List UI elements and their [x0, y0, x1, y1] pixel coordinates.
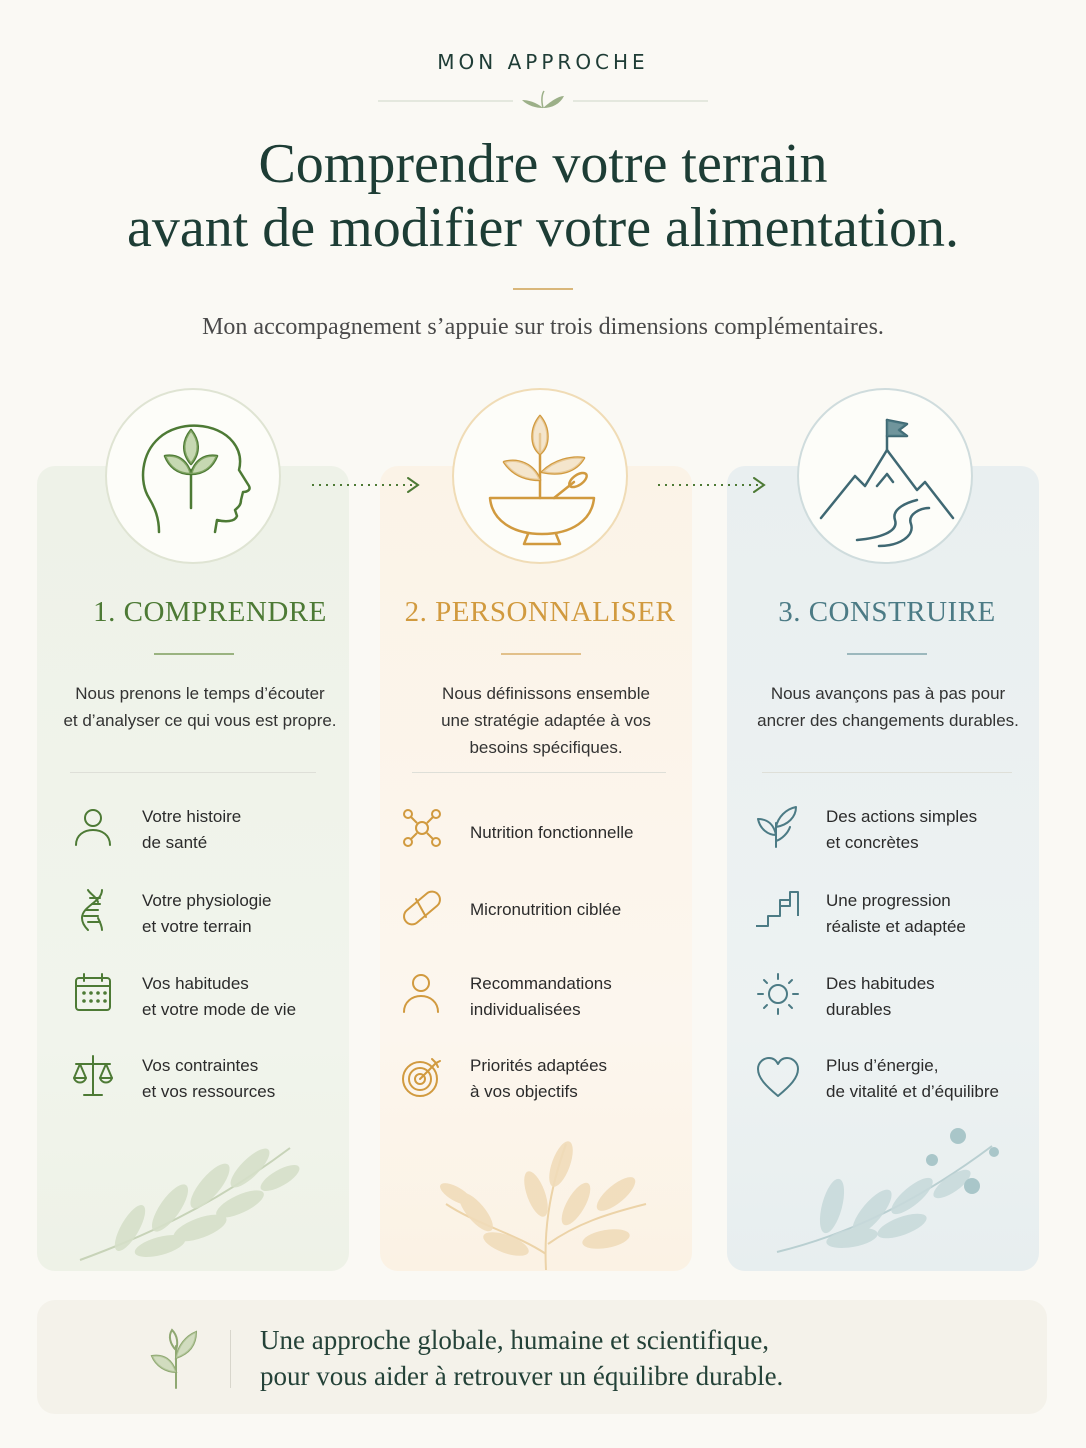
column-description [735, 680, 1041, 734]
mountain-flag-icon [799, 390, 975, 566]
description-line: ancrer des changements durables. [757, 711, 1019, 730]
person-icon [400, 972, 444, 1016]
bowl-with-plant-icon [454, 390, 630, 566]
title-divider [513, 288, 573, 290]
description-line: et d’analyser ce qui vous est propre. [63, 711, 337, 730]
list-item [756, 1056, 1036, 1116]
item-label: Des habitudes [826, 974, 935, 993]
page-subtitle: Mon accompagnement s’appuie sur trois dimensions complémentaires. [202, 314, 884, 340]
item-label: Votre physiologie [142, 891, 272, 910]
item-label: et concrètes [826, 833, 919, 852]
target-icon [400, 1055, 444, 1099]
item-label: Des actions simples [826, 807, 978, 826]
calendar-icon [72, 972, 116, 1016]
list-item [72, 1054, 352, 1114]
list-item [400, 887, 680, 947]
list-item [756, 888, 1036, 948]
list-item [72, 972, 352, 1032]
sprout-icon [150, 1328, 198, 1390]
column-divider [501, 653, 581, 655]
item-label: individualisées [470, 1000, 581, 1019]
description-line: Nous avançons pas à pas pour [770, 684, 1006, 703]
leaf-ornament-icon [378, 88, 708, 114]
leaf-branch-decoration-icon [70, 1138, 300, 1268]
footer-tagline [260, 1322, 1020, 1394]
berry-branch-decoration-icon [772, 1126, 1004, 1258]
list-item [756, 972, 1036, 1032]
item-label: Vos habitudes [142, 974, 249, 993]
item-label: Priorités adaptées [470, 1056, 608, 1075]
list-item [756, 805, 1036, 865]
section-separator [412, 772, 666, 773]
column-title-comprendre: 1. COMPRENDRE [93, 596, 327, 628]
mountain-flag-icon-circle [797, 388, 973, 564]
eyebrow-label: MON APPROCHE [437, 50, 649, 74]
leaf-branch-decoration-icon [436, 1134, 656, 1270]
column-divider [154, 653, 234, 655]
item-label: Nutrition fonctionnelle [470, 823, 634, 842]
item-label: et votre mode de vie [142, 1000, 297, 1019]
item-label: Vos contraintes [142, 1056, 259, 1075]
list-item [400, 808, 680, 868]
list-item [400, 1055, 680, 1115]
list-item [400, 972, 680, 1032]
item-label: Micronutrition ciblée [470, 900, 622, 919]
stairs-icon [756, 888, 800, 932]
section-separator [70, 772, 316, 773]
item-label: durables [826, 1000, 892, 1019]
description-line: Nous prenons le temps d’écouter [75, 684, 325, 703]
section-separator [762, 772, 1012, 773]
footer-line: pour vous aider à retrouver un équilibre durable. [260, 1361, 784, 1391]
dna-icon [72, 888, 116, 932]
page-title-line-1: Comprendre votre terrain [258, 133, 828, 195]
footer-line: Une approche globale, humaine et scientifique, [260, 1325, 770, 1355]
bowl-with-plant-icon-circle [452, 388, 628, 564]
capsule-icon [400, 887, 444, 931]
column-description [45, 680, 355, 734]
page-title [0, 132, 1086, 260]
description-line: Nous définissons ensemble [442, 684, 650, 703]
item-label: à vos objectifs [470, 1082, 578, 1101]
footer-divider [230, 1330, 231, 1388]
column-description [390, 680, 702, 761]
column-divider [847, 653, 927, 655]
item-label: Recommandations [470, 974, 612, 993]
sun-icon [756, 972, 800, 1016]
dotted-arrow-icon [310, 474, 424, 496]
item-label: de santé [142, 833, 208, 852]
item-label: et vos ressources [142, 1082, 276, 1101]
dotted-arrow-icon [656, 474, 770, 496]
item-label: réaliste et adaptée [826, 917, 966, 936]
molecule-icon [400, 808, 444, 852]
sprout-icon [756, 805, 800, 849]
item-label: Une progression [826, 891, 951, 910]
page-title-line-2: avant de modifier votre alimentation. [127, 197, 959, 259]
list-item [72, 888, 352, 948]
column-title-personnaliser: 2. PERSONNALISER [404, 596, 676, 628]
head-with-plant-icon [107, 390, 283, 566]
description-line: une stratégie adaptée à vos [441, 711, 651, 730]
scales-icon [72, 1054, 116, 1098]
item-label: de vitalité et d’équilibre [826, 1082, 999, 1101]
list-item [72, 805, 352, 865]
person-icon [72, 805, 116, 849]
item-label: et votre terrain [142, 917, 252, 936]
item-label: Plus d’énergie, [826, 1056, 939, 1075]
head-with-plant-icon-circle [105, 388, 281, 564]
heart-icon [756, 1056, 800, 1100]
item-label: Votre histoire [142, 807, 242, 826]
column-title-construire: 3. CONSTRUIRE [778, 596, 996, 628]
description-line: besoins spécifiques. [469, 738, 623, 757]
